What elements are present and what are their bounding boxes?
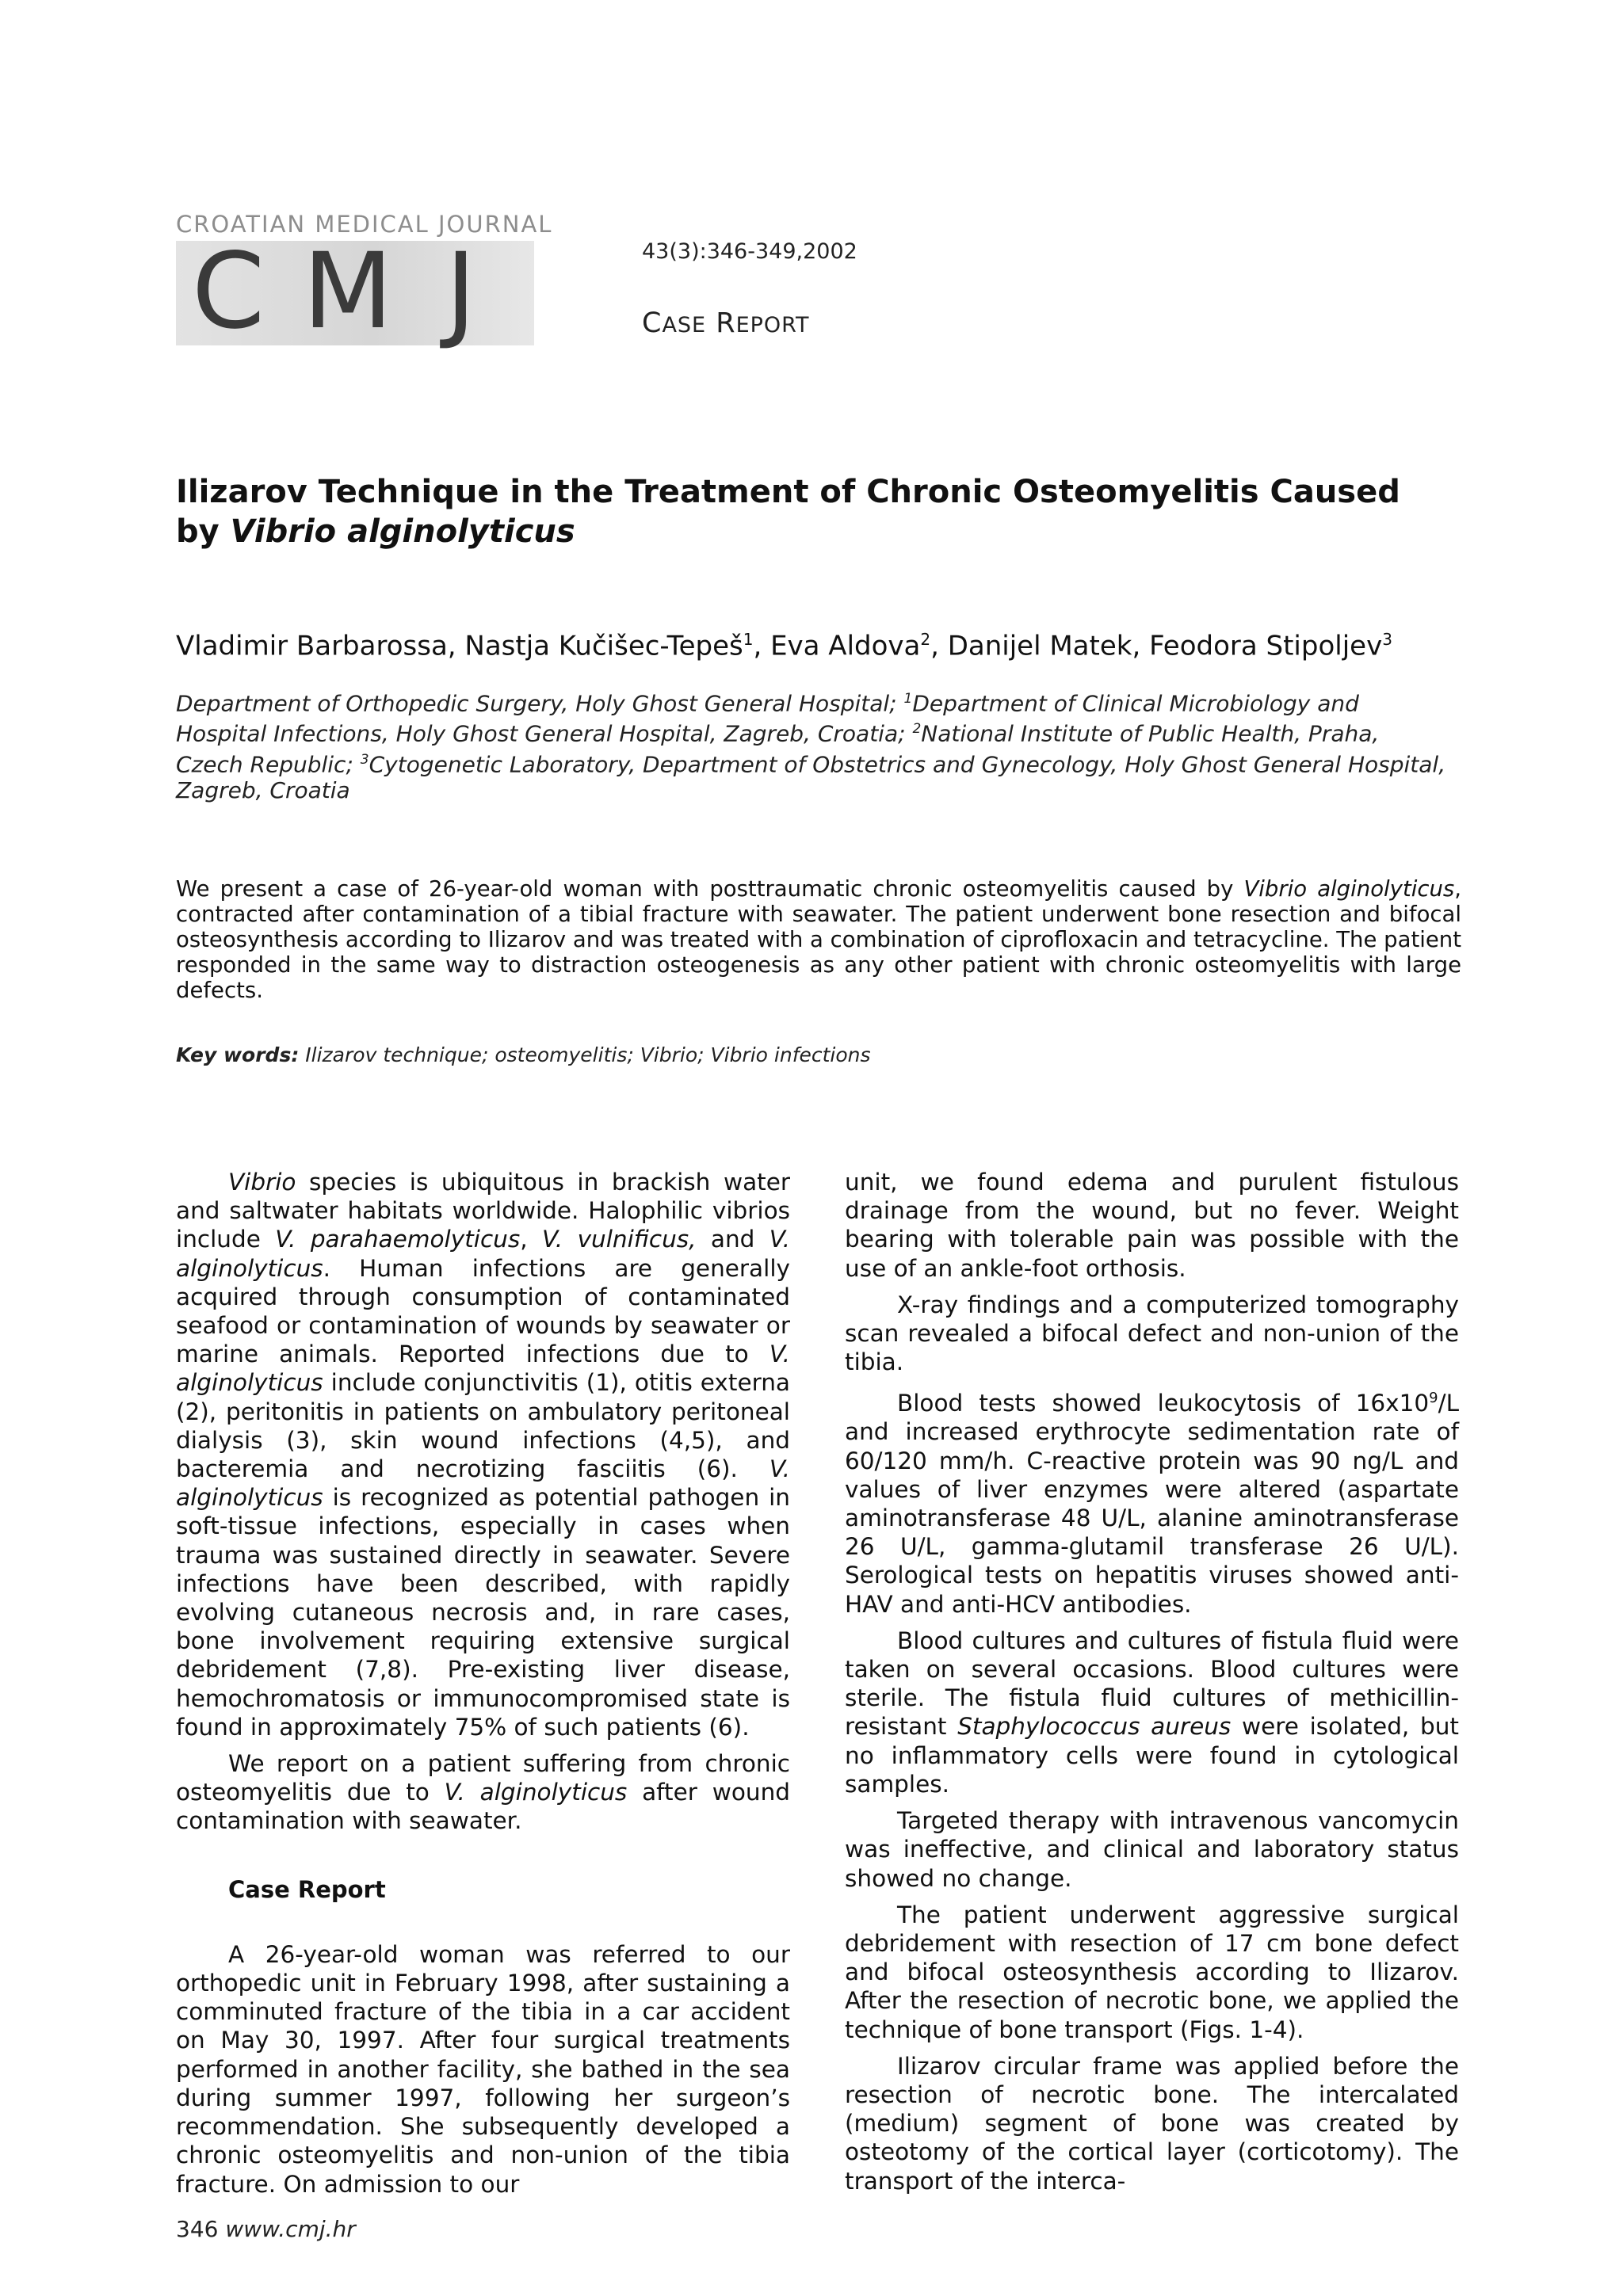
logo-letter-c: C [192,231,265,353]
paragraph: unit, we found edema and purulent fistulous drainage from the wound, but no fever. Weight bearing with tolerable pain was possible with the use of an ankle-foot orthosis. [845,1169,1459,1282]
paragraph: The patient underwent aggressive surgical debridement with resection of 17 cm bone defect and bifocal osteosynthesis according to Ilizarov. After the resection of necrotic bone, we applied the technique of bone transport (Figs. 1-4). [845,1901,1459,2043]
section-label: CASE REPORT [642,307,810,339]
paragraph: Vibrio species is ubiquitous in brackish water and saltwater habitats worldwide. Halophilic vibrios include V. parahaemolyticus, V. vulnificus, and V. alginolyticus. Human infections are generally acquired through consumption of contaminated seafood or contamination of wounds by seawater or marine animals. Reported infections due to V. alginolyticus include conjunctivitis (1), otitis externa (2), peritonitis in patients on ambulatory peritoneal dialysis (3), skin wound infections (4,5), and bacteremia and necrotizing fasciitis (6). V. alginolyticus is recognized as potential pathogen in soft-tissue infections, especially in cases when trauma was sustained directly in seawater. Severe infections have been described, with rapidly evolving cutaneous necrosis and, in rare cases, bone involvement requiring extensive surgical debridement (7,8). Pre-existing liver disease, hemochromatosis or immunocompromised state is found in approximately 75% of such patients (6). [176,1169,790,1741]
article-title: Ilizarov Technique in the Treatment of Chronic Osteomyelitis Caused by Vibrio alginolyticus [176,474,1400,550]
paragraph: Ilizarov circular frame was applied before the resection of necrotic bone. The intercalated (medium) segment of bone was created by osteotomy of the cortical layer (corticotomy). The transport of the interca- [845,2052,1459,2195]
abstract: We present a case of 26-year-old woman with posttraumatic chronic osteomyelitis caused by Vibrio alginolyticus, contracted after contamination of a tibial fracture with seawater. The patient underwent bone resection and bifocal osteosynthesis according to Ilizarov and was treated with a combination of ciprofloxacin and tetracycline. The patient responded in the same way to distraction osteogenesis as any other patient with chronic osteomyelitis with large defects. [176,876,1462,1003]
logo-band [176,231,534,353]
body-column-right [845,1168,1459,2195]
paragraph: Blood tests showed leukocytosis of $16x10^9/L$ and increased erythrocyte sedimentation rate of 60/120 mm/h. C-reactive protein was 90 ng/L and values of liver enzymes were altered (aspartate aminotransferase 48 U/L, alanine aminotransferase 26 U/L, gamma-glutamil transferase 26 U/L). Serological tests on hepatitis viruses showed anti-HAV and anti-HCV antibodies. [845,1390,1459,1618]
author: Vladimir Barbarossa [176,630,448,662]
logo-journal-name: CROATIAN MEDICAL JOURNAL [176,211,553,238]
page-number: 346 [176,2216,219,2242]
logo-letter-j: J [445,231,476,353]
page-footer [176,2216,356,2242]
paragraph: Blood cultures and cultures of fistula fluid were taken on several occasions. Blood cultures were sterile. The fistula fluid cultures of methicillin-resistant Staphylococcus aureus were isolated, but no inflammatory cells were found in cytological samples. [845,1627,1459,1798]
author: Feodora Stipoljev [1149,630,1383,662]
body-column-left [176,1168,790,2199]
journal-url: www.cmj.hr [225,2216,356,2242]
section-heading: Case Report [228,1875,386,1903]
author: Eva Aldova [770,630,921,662]
journal-logo [176,211,553,353]
affiliations: Department of Orthopedic Surgery, Holy Ghost General Hospital; $^1$Department of Clinical Microbiology and Hospital Infections, Holy Ghost General Hospital, Zagreb, Croatia; $^2$National Institute of Public Health, Praha, Czech Republic; $^3$Cytogenetic Laboratory, Department of Obstetrics and Gynecology, Holy Ghost General Hospital, Zagreb, Croatia [176,690,1446,803]
author: Nastja Kučišec-Tepeš [464,630,743,662]
citation: 43(3):346-349,2002 [642,239,857,264]
keywords: Key words: Ilizarov technique; osteomyelitis; Vibrio; Vibrio infections [176,1043,871,1066]
paragraph: Targeted therapy with intravenous vancomycin was ineffective, and clinical and laboratory status showed no change. [845,1807,1459,1892]
paragraph: A 26-year-old woman was referred to our orthopedic unit in February 1998, after sustaining a comminuted fracture of the tibia in a car accident on May 30, 1997. After four surgical treatments performed in another facility, she bathed in the sea during summer 1997, following her surgeon’s recommendation. She subsequently developed a chronic osteomyelitis and non-union of the tibia fracture. On admission to our [176,1940,790,2198]
paragraph: We report on a patient suffering from chronic osteomyelitis due to V. alginolyticus after wound contamination with seawater. [176,1750,790,1835]
logo-letter-m: M [303,231,393,353]
author: Danijel Matek [947,630,1132,662]
author-list: Vladimir Barbarossa, Nastja Kučišec-Tepeš$^1$, Eva Aldova$^2$, Danijel Matek, Feodora Stipoljev$^3$ [176,630,1392,662]
paragraph: X-ray findings and a computerized tomography scan revealed a bifocal defect and non-union of the tibia. [845,1291,1459,1376]
